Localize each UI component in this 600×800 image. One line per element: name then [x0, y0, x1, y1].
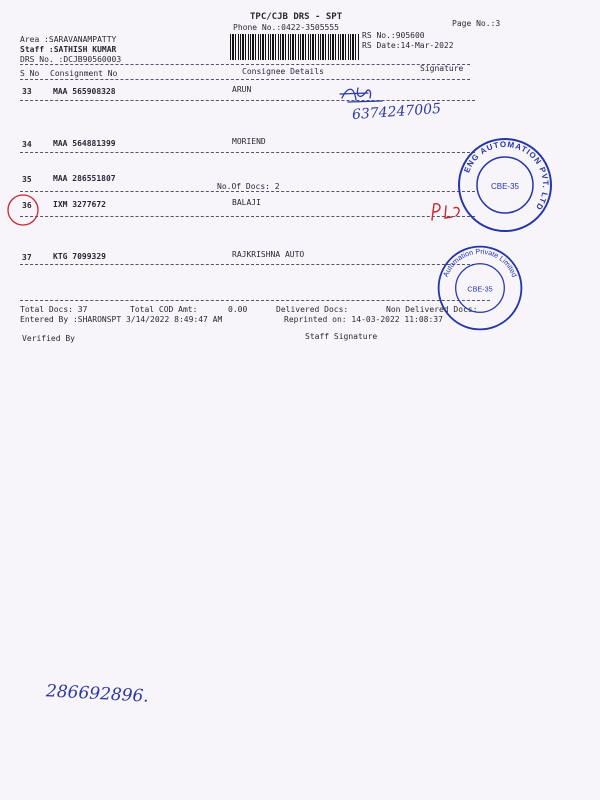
delivered-docs: Delivered Docs:	[276, 305, 349, 314]
row-35-divider	[20, 191, 475, 192]
row-33-consignee: ARUN	[232, 85, 252, 94]
row-35-consignment: MAA 286551807	[53, 174, 116, 183]
column-divider	[20, 79, 470, 80]
row-36-consignment: IXM 3277672	[53, 200, 106, 209]
svg-text:Automation Private Limited	[441, 247, 519, 279]
row-37-consignment: KTG 7099329	[53, 252, 106, 261]
row-33-sno: 33	[22, 87, 32, 96]
row-34-sno: 34	[22, 140, 32, 149]
stamp-1-code: CBE-35	[490, 182, 520, 191]
header-divider	[20, 64, 470, 65]
staff-field: Staff :SATHISH KUMAR	[20, 45, 117, 54]
row-33-consignment: MAA 565908328	[53, 87, 116, 96]
barcode	[230, 34, 360, 60]
verified-by: Verified By	[22, 334, 75, 343]
row-36-consignee: BALAJI	[232, 198, 261, 207]
row-35-doc-count: No.Of Docs: 2	[217, 182, 280, 191]
total-cod-value: 0.00	[228, 305, 248, 314]
staff-signature: Staff Signature	[305, 332, 378, 341]
row-36-divider	[20, 216, 475, 217]
row-34-consignee: MORIEND	[232, 137, 266, 146]
area-field: Area :SARAVANAMPATTY	[20, 35, 117, 44]
column-sno: S No	[20, 69, 40, 78]
stamp-1-text: ENG AUTOMATION PVT. LTD	[462, 139, 551, 213]
row-35-sno: 35	[22, 175, 32, 184]
drs-number: DRS No. :DCJB90560003	[20, 55, 122, 64]
row-37-divider	[20, 264, 475, 265]
page-number: Page No.:3	[452, 19, 501, 28]
stamp-2-text: Automation Private Limited	[440, 246, 520, 279]
total-docs: Total Docs: 37	[20, 305, 88, 314]
rs-date: RS Date:14-Mar-2022	[362, 41, 454, 50]
company-stamp-1	[455, 135, 555, 235]
phone-number: Phone No.:0422-3505555	[233, 23, 339, 32]
row-34-consignment: MAA 564881399	[53, 139, 116, 148]
entered-by: Entered By :SHARONSPT 3/14/2022 8:49:47 AM	[20, 315, 223, 324]
total-cod-label: Total COD Amt:	[130, 305, 198, 314]
row-37-sno: 37	[22, 253, 32, 262]
column-consignee: Consignee Details	[242, 67, 324, 76]
reprinted-on: Reprinted on: 14-03-2022 11:08:37	[284, 315, 443, 324]
row-36-circle-mark	[6, 193, 40, 227]
row-34-divider	[20, 152, 475, 153]
document-title: TPC/CJB DRS - SPT	[250, 12, 343, 22]
non-delivered-docs: Non Delivered Docs:	[386, 305, 478, 314]
column-consignment: Consignment No	[50, 69, 118, 78]
column-signature: Signature	[420, 64, 464, 73]
row-33-divider	[20, 100, 475, 101]
handwritten-number-bottom: 286692896.	[45, 681, 150, 707]
stamp-2-code: CBE-35	[467, 284, 493, 294]
rs-number: RS No.:905600	[362, 31, 425, 40]
company-stamp-2	[435, 243, 525, 333]
footer-divider	[20, 300, 490, 301]
handwritten-phone: 6374247005	[351, 100, 442, 124]
row-36-sno: 36	[22, 201, 32, 210]
row-37-consignee: RAJKRISHNA AUTO	[232, 250, 305, 259]
